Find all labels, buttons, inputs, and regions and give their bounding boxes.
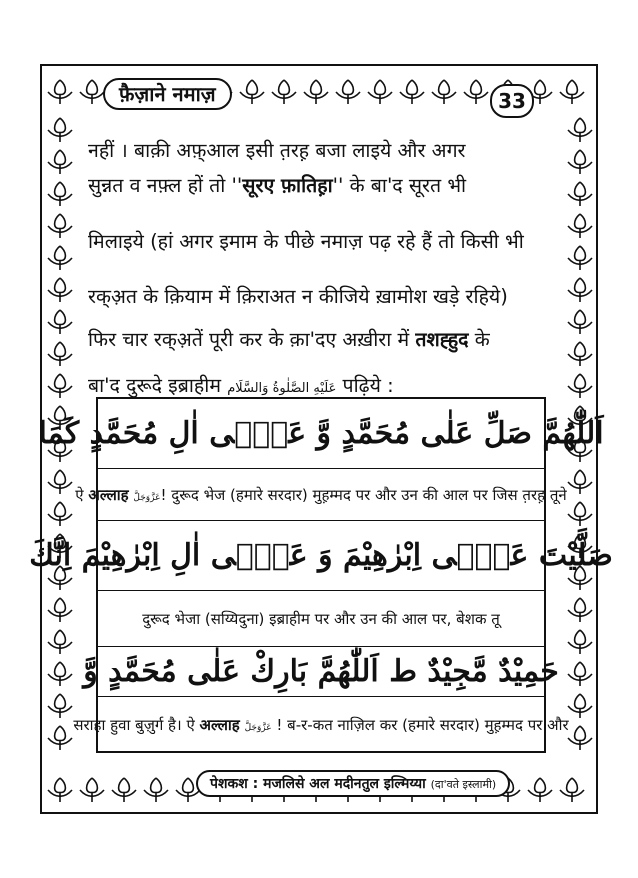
arabic-row [29, 521, 613, 591]
page-number: 33 [490, 84, 534, 118]
paragraph-line: फिर चार रक्अ़तें पूरी कर के क़ा'दए अख़ीरा में तशह्हुद के [88, 328, 490, 351]
translation-row [75, 469, 567, 521]
translation-text: दुरूद भेजा (सय्यिदुना) इब्राहीम पर और उन की आल पर, बेशक तू [142, 609, 500, 628]
translation-text: ऐ अल्लाह عَزَّوَجَلَّ! दुरूद भेज (हमारे सरदार) मुह़म्मद पर और उन की आल पर जिस त़रह़ तूने [75, 485, 567, 504]
paragraph-line: सुन्नत व नफ़्ल हों तो ''सूरए फ़ातिह़ा'' के बा'द सूरत भी [88, 174, 467, 197]
translation-row [73, 697, 569, 753]
arabic-text: حَمِيْدٌ مَّجِيْدٌ ط اَللّٰھُمَّ بَارِكْ عَلٰى مُحَمَّدٍ وَّ [83, 654, 559, 689]
arabic-honorific: عَلَيْهِ الصَّلٰوةُ وَالسَّلَام [227, 381, 337, 396]
publisher-footer: पेशकश : मजलिसे अल मदीनतुल इल्मिय्या (दा'वते इस्लामी) [196, 770, 510, 797]
arabic-row [38, 399, 604, 469]
arabic-text: اَللّٰھُمَّ صَلِّ عَلٰى مُحَمَّدٍ وَّ عَلٰۤى اٰلِ مُحَمَّدٍ كَمَا [38, 416, 604, 451]
durood-table [29, 397, 613, 753]
paragraph-line: रक्अ़त के क़ियाम में क़िराअत न कीजिये ख़ामोश खड़े रहिये) [88, 285, 508, 308]
paragraph-line: मिलाइये (हां अगर इमाम के पीछे नमाज़ पढ़ रहे हैं तो किसी भी [88, 230, 524, 253]
translation-row [98, 591, 544, 647]
paragraph-line: बा'द दुरूदे इब्राहीम عَلَيْهِ الصَّلٰوةُ وَالسَّلَام पढ़िये : [88, 374, 394, 397]
paragraph-line: नहीं । बाक़ी अफ़्आल इसी त़रह़ बजा लाइये और अगर [88, 139, 466, 162]
arabic-text: صَلَّيْتَ عَلٰۤى اِبْرٰهِيْمَ وَ عَلٰۤى اٰلِ اِبْرٰهِيْمَ اِنَّكَ [29, 538, 613, 573]
surah-name: सूरए फ़ातिह़ा [242, 174, 333, 197]
arabic-row [83, 647, 559, 697]
book-title: फ़ैज़ाने नमाज़ [103, 78, 232, 110]
tashahhud-term: तशह्हुद [415, 328, 469, 351]
translation-text: सराहा हुवा बुज़ुर्ग है। ऐ अल्लाह عَزَّوَجَلَّ ! ब-र-कत नाज़िल कर (हमारे सरदार) मुह़म्मद पर और [73, 716, 569, 734]
